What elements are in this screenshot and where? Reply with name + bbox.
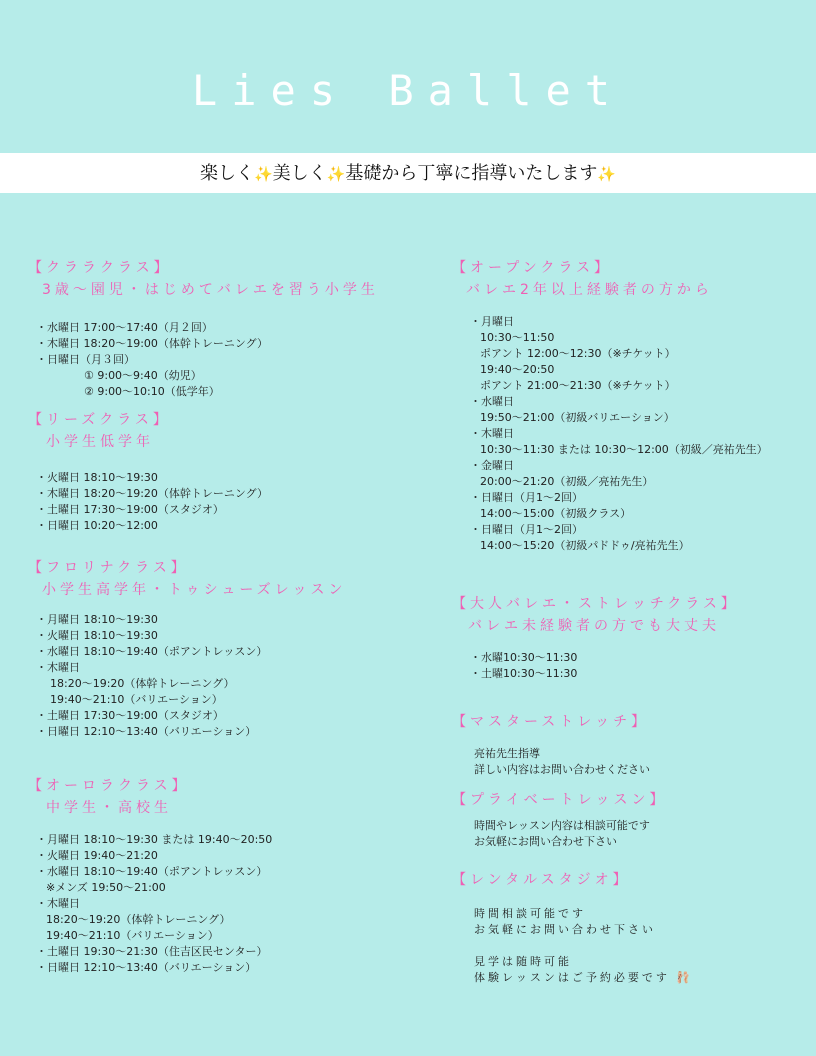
- aurora-class-section: [28, 776, 272, 976]
- section-title: 【マスターストレッチ】: [452, 714, 650, 730]
- master-stretch-section: [452, 712, 650, 778]
- info-list: [474, 746, 650, 778]
- lise-class-section: [28, 410, 268, 534]
- schedule-line: ※メンズ 19:50〜21:00: [46, 881, 166, 894]
- schedule-line: 19:40〜21:10（バリエーション）: [46, 929, 219, 942]
- sparkles-icon: ✨: [253, 165, 273, 183]
- schedule-list: [470, 314, 768, 554]
- schedule-line: 20:00〜21:20（初級／亮祐先生）: [480, 475, 654, 488]
- schedule-line: ・火曜日 18:10〜19:30: [36, 629, 158, 642]
- section-subtitle: 小学生低学年: [46, 434, 154, 450]
- section-subtitle: 小学生高学年・トゥシューズレッスン: [42, 582, 347, 598]
- tagline-text: 美しく: [272, 163, 327, 184]
- page-title: Lies Ballet: [191, 66, 625, 115]
- info-line: お気軽にお問い合わせ下さい: [474, 923, 656, 936]
- info-line: 時間相談可能です: [474, 907, 586, 920]
- sparkles-icon: ✨: [326, 165, 346, 183]
- schedule-line: ポアント 21:00〜21:30（※チケット）: [480, 379, 676, 392]
- clara-class-section: [28, 258, 379, 400]
- info-line: 亮祐先生指導: [474, 747, 540, 760]
- schedule-line: ・水曜日 18:10〜19:40（ポアントレッスン）: [36, 865, 268, 878]
- section-title: 【大人バレエ・ストレッチクラス】: [452, 596, 739, 612]
- schedule-list: [36, 470, 268, 534]
- info-list: [474, 906, 693, 986]
- schedule-line: 10:30〜11:50: [480, 331, 555, 344]
- section-subtitle: バレエ未経験者の方でも大丈夫: [468, 618, 720, 634]
- adult-ballet-section: [452, 594, 739, 682]
- section-subtitle: 3歳〜園児・はじめてバレエを習う小学生: [42, 282, 379, 298]
- rental-studio-section: [452, 870, 693, 986]
- schedule-line: ・金曜日: [470, 459, 514, 472]
- schedule-line: ・水曜日 17:00〜17:40（月２回）: [36, 321, 213, 334]
- schedule-line: ・水曜日: [470, 395, 514, 408]
- tagline-banner: [0, 153, 816, 193]
- schedule-line: ・日曜日 10:20〜12:00: [36, 519, 158, 532]
- schedule-line: 19:50〜21:00（初級バリエーション）: [480, 411, 675, 424]
- section-title: 【オーロラクラス】: [28, 778, 190, 794]
- info-line: 詳しい内容はお問い合わせください: [474, 763, 650, 776]
- section-subtitle: 中学生・高校生: [46, 800, 172, 816]
- schedule-line: 18:20〜19:20（体幹トレーニング）: [50, 677, 235, 690]
- schedule-line: ・木曜日 18:20〜19:20（体幹トレーニング）: [36, 487, 269, 500]
- schedule-line: ・土曜10:30〜11:30: [470, 667, 578, 680]
- schedule-list: [36, 832, 272, 976]
- info-line: お気軽にお問い合わせ下さい: [474, 835, 617, 848]
- info-line: [474, 938, 693, 954]
- schedule-line: ・火曜日 19:40〜21:20: [36, 849, 158, 862]
- schedule-line: ・木曜日: [36, 661, 80, 674]
- schedule-list: [36, 612, 347, 740]
- schedule-line: ・水曜10:30〜11:30: [470, 651, 578, 664]
- section-subtitle: バレエ2年以上経験者の方から: [466, 282, 713, 298]
- info-line: 見学は随時可能: [474, 955, 572, 968]
- info-list: [474, 818, 667, 850]
- schedule-line: 10:30〜11:30 または 10:30〜12:00（初級／亮祐先生）: [480, 443, 768, 456]
- info-line: 体験レッスンはご予約必要です 🩰: [474, 971, 694, 984]
- private-lesson-section: [452, 790, 667, 850]
- schedule-line: 18:20〜19:20（体幹トレーニング）: [46, 913, 231, 926]
- schedule-line: ・日曜日（月1〜2回）: [470, 523, 583, 536]
- schedule-line: ・木曜日: [470, 427, 514, 440]
- schedule-line: ・水曜日 18:10〜19:40（ポアントレッスン）: [36, 645, 268, 658]
- schedule-line: ・木曜日 18:20〜19:00（体幹トレーニング）: [36, 337, 269, 350]
- schedule-line: ・土曜日 19:30〜21:30（住吉区民センター）: [36, 945, 268, 958]
- schedule-line: 14:00〜15:00（初級クラス）: [480, 507, 632, 520]
- open-class-section: [452, 258, 768, 554]
- schedule-line: ・木曜日: [36, 897, 80, 910]
- tagline-text: 基礎から丁寧に指導いたします: [345, 163, 598, 184]
- section-title: 【リーズクラス】: [28, 412, 171, 428]
- tagline-text: 楽しく: [199, 163, 254, 184]
- section-title: 【レンタルスタジオ】: [452, 872, 631, 888]
- section-title: 【フロリナクラス】: [28, 560, 189, 576]
- schedule-line: ① 9:00〜9:40（幼児）: [84, 369, 202, 382]
- section-title: 【クララクラス】: [28, 260, 172, 276]
- schedule-line: ② 9:00〜10:10（低学年）: [84, 385, 220, 398]
- schedule-list: [470, 650, 739, 682]
- schedule-line: ・土曜日 17:30〜19:00（スタジオ）: [36, 709, 224, 722]
- schedule-line: 14:00〜15:20（初級パドドゥ/亮祐先生）: [480, 539, 690, 552]
- schedule-line: 19:40〜20:50: [480, 363, 555, 376]
- sparkles-icon: ✨: [597, 165, 617, 183]
- schedule-line: ・日曜日 12:10〜13:40（バリエーション）: [36, 725, 257, 738]
- schedule-line: ・月曜日: [470, 315, 514, 328]
- info-line: 時間やレッスン内容は相談可能です: [474, 819, 650, 832]
- schedule-line: ・土曜日 17:30〜19:00（スタジオ）: [36, 503, 224, 516]
- schedule-line: ポアント 12:00〜12:30（※チケット）: [480, 347, 676, 360]
- section-title: 【プライベートレッスン】: [452, 792, 668, 808]
- schedule-line: 19:40〜21:10（バリエーション）: [50, 693, 223, 706]
- schedule-line: ・月曜日 18:10〜19:30: [36, 613, 158, 626]
- schedule-list: [36, 320, 379, 400]
- schedule-line: ・日曜日 12:10〜13:40（バリエーション）: [36, 961, 257, 974]
- section-title: 【オープンクラス】: [452, 260, 613, 276]
- schedule-line: ・日曜日（月３回）: [36, 353, 135, 366]
- florina-class-section: [28, 558, 347, 740]
- schedule-line: ・火曜日 18:10〜19:30: [36, 471, 158, 484]
- schedule-line: ・月曜日 18:10〜19:30 または 19:40〜20:50: [36, 833, 273, 846]
- schedule-line: ・日曜日（月1〜2回）: [470, 491, 583, 504]
